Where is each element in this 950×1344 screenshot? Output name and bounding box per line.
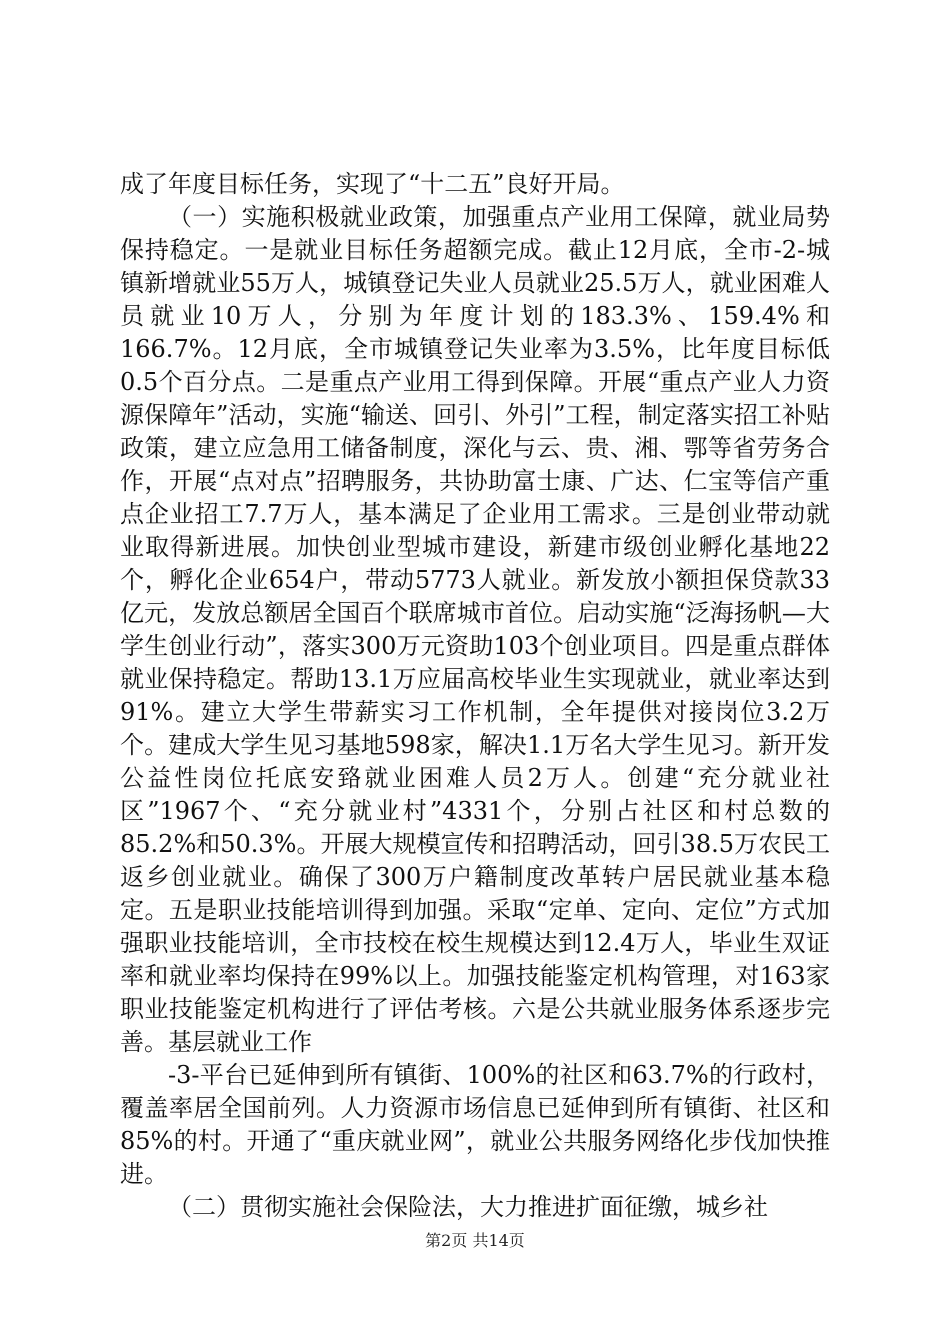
paragraph-social-insurance: （二）贯彻实施社会保险法，大力推进扩面征缴，城乡社 <box>168 1193 768 1221</box>
document-body <box>120 168 830 1224</box>
paragraph-employment-policy: （一）实施积极就业政策，加强重点产业用工保障，就业局势保持稳定。一是就业目标任务超额完成。截止12月底，全市-2-城镇新增就业55万人，城镇登记失业人员就业25.5万人，就业困难人员就业10万人，分别为年度计划的183.3%、159.4%和166.7%。12月底，全市城镇登记失业率为3.5%，比年度目标低0.5个百分点。二是重点产业用工得到保障。开展“重点产业人力资源保障年”活动，实施“输送、回引、外引”工程，制定落实招工补贴政策，建立应急用工储备制度，深化与云、贵、湘、鄂等省劳务合作，开展“点对点”招聘服务，共协助富士康、广达、仁宝等信产重点企业招工7.7万人，基本满足了企业用工需求。三是创业带动就业取得新进展。加快创业型城市建设，新建市级创业孵化基地22个，孵化企业654户，带动5773人就业。新发放小额担保贷款33亿元，发放总额居全国百个联席城市首位。启动实施“泛海扬帆—大学生创业行动”，落实300万元资助103个创业项目。四是重点群体就业保持稳定。帮助13.1万应届高校毕业生实现就业，就业率达到91%。建立大学生带薪实习工作机制，全年提供对接岗位3.2万个。建成大学生见习基地598家，解决1.1万名大学生见习。新开发公益性岗位托底安臵就业困难人员2万人。创建“充分就业社区”1967个、“充分就业村”4331个，分别占社区和村总数的85.2%和50.3%。开展大规模宣传和招聘活动，回引38.5万农民工返乡创业就业。确保了300万户籍制度改革转户居民就业基本稳定。五是职业技能培训得到加强。采取“定单、定向、定位”方式加强职业技能培训，全市技校在校生规模达到12.4万人，毕业生双证率和就业率均保持在99%以上。加强技能鉴定机构管理，对163家职业技能鉴定机构进行了评估考核。六是公共就业服务体系逐步完善。基层就业工作 <box>120 203 830 1056</box>
paragraph-continuation: 成了年度目标任务，实现了“十二五”良好开局。 <box>120 170 625 198</box>
paragraph-service-platform: -3-平台已延伸到所有镇街、100%的社区和63.7%的行政村，覆盖率居全国前列。人力资源市场信息已延伸到所有镇街、社区和85%的村。开通了“重庆就业网”，就业公共服务网络化步伐加快推进。 <box>120 1061 830 1188</box>
page-number-footer: 第2页 共14页 <box>425 1231 525 1250</box>
